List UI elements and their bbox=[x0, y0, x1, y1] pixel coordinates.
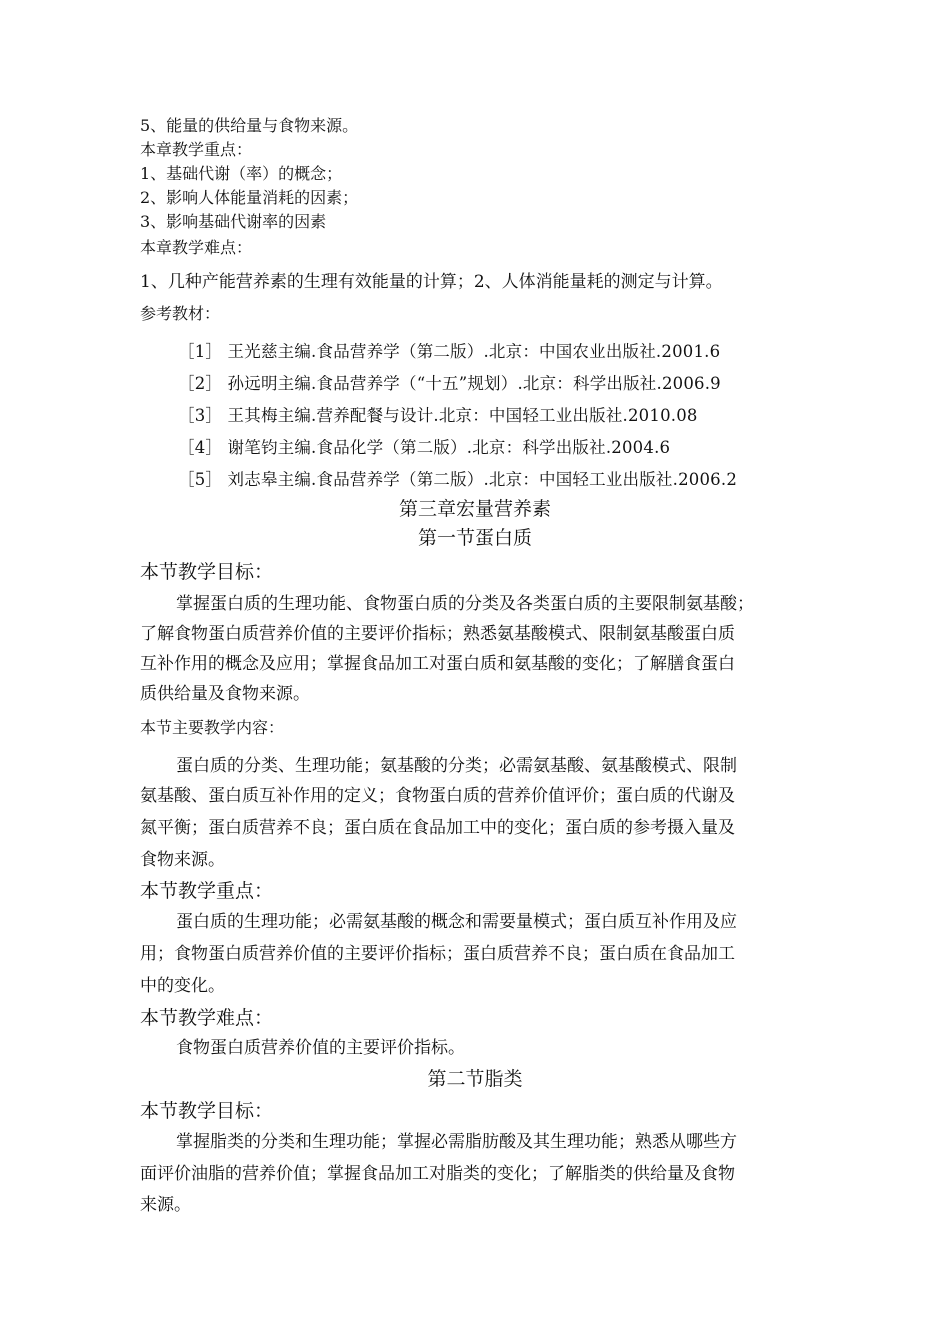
objectives-line: 互补作用的概念及应用；掌握食品加工对蛋白质和氨基酸的变化；了解膳食蛋白 bbox=[140, 654, 735, 674]
key-point-3: 3、影响基础代谢率的因素 bbox=[140, 212, 327, 231]
objectives-line: 质供给量及食物来源。 bbox=[140, 684, 310, 704]
objectives-label: 本节教学目标： bbox=[140, 561, 274, 583]
reference-item: ［1］ 王光慈主编.食品营养学（第二版）.北京：中国农业出版社.2001.6 bbox=[178, 342, 721, 361]
difficulties-text: 1、几种产能营养素的生理有效能量的计算；2、人体消能量耗的测定与计算。 bbox=[140, 272, 723, 292]
content-line: 氨基酸、蛋白质互补作用的定义；食物蛋白质的营养价值评价；蛋白质的代谢及 bbox=[140, 786, 735, 806]
key-label: 本节教学重点： bbox=[140, 880, 274, 902]
objectives-line: 了解食物蛋白质营养价值的主要评价指标；熟悉氨基酸模式、限制氨基酸蛋白质 bbox=[140, 624, 735, 644]
objectives-line: 面评价油脂的营养价值；掌握食品加工对脂类的变化；了解脂类的供给量及食物 bbox=[140, 1164, 735, 1184]
reference-item: ［5］ 刘志皋主编.食品营养学（第二版）.北京：中国轻工业出版社.2006.2 bbox=[178, 470, 738, 489]
chapter-title: 第三章宏量营养素 bbox=[398, 498, 551, 520]
difficulty-label: 本节教学难点： bbox=[140, 1007, 274, 1029]
reference-item: ［3］ 王其梅主编.营养配餐与设计.北京：中国轻工业出版社.2010.08 bbox=[178, 406, 698, 425]
difficulty-text: 食物蛋白质营养价值的主要评价指标。 bbox=[176, 1038, 465, 1058]
content-line: 蛋白质的分类、生理功能；氨基酸的分类；必需氨基酸、氨基酸模式、限制 bbox=[176, 756, 737, 776]
objectives-line: 来源。 bbox=[140, 1195, 191, 1215]
objectives-line: 掌握脂类的分类和生理功能；掌握必需脂肪酸及其生理功能；熟悉从哪些方 bbox=[176, 1132, 737, 1152]
difficulties-label: 本章教学难点： bbox=[140, 238, 253, 257]
section-title-protein: 第一节蛋白质 bbox=[417, 527, 532, 549]
key-point-1: 1、基础代谢（率）的概念； bbox=[140, 164, 343, 183]
key-line: 蛋白质的生理功能；必需氨基酸的概念和需要量模式；蛋白质互补作用及应 bbox=[176, 912, 737, 932]
reference-item: ［2］ 孙远明主编.食品营养学（“十五”规划）.北京：科学出版社.2006.9 bbox=[178, 374, 721, 393]
content-label: 本节主要教学内容： bbox=[140, 718, 285, 737]
content-line: 食物来源。 bbox=[140, 850, 225, 870]
objectives-label: 本节教学目标： bbox=[140, 1100, 274, 1122]
content-line: 氮平衡；蛋白质营养不良；蛋白质在食品加工中的变化；蛋白质的参考摄入量及 bbox=[140, 818, 735, 838]
objectives-line: 掌握蛋白质的生理功能、食物蛋白质的分类及各类蛋白质的主要限制氨基酸； bbox=[176, 594, 754, 614]
reference-item: ［4］ 谢笔钧主编.食品化学（第二版）.北京：科学出版社.2004.6 bbox=[178, 438, 671, 457]
key-line: 中的变化。 bbox=[140, 976, 225, 996]
list-item-5: 5、能量的供给量与食物来源。 bbox=[140, 116, 359, 135]
key-point-2: 2、影响人体能量消耗的因素； bbox=[140, 188, 359, 207]
references-label: 参考教材： bbox=[140, 304, 221, 323]
section-title-lipids: 第二节脂类 bbox=[427, 1068, 523, 1090]
key-line: 用；食物蛋白质营养价值的主要评价指标；蛋白质营养不良；蛋白质在食品加工 bbox=[140, 944, 735, 964]
key-points-label: 本章教学重点： bbox=[140, 140, 253, 159]
